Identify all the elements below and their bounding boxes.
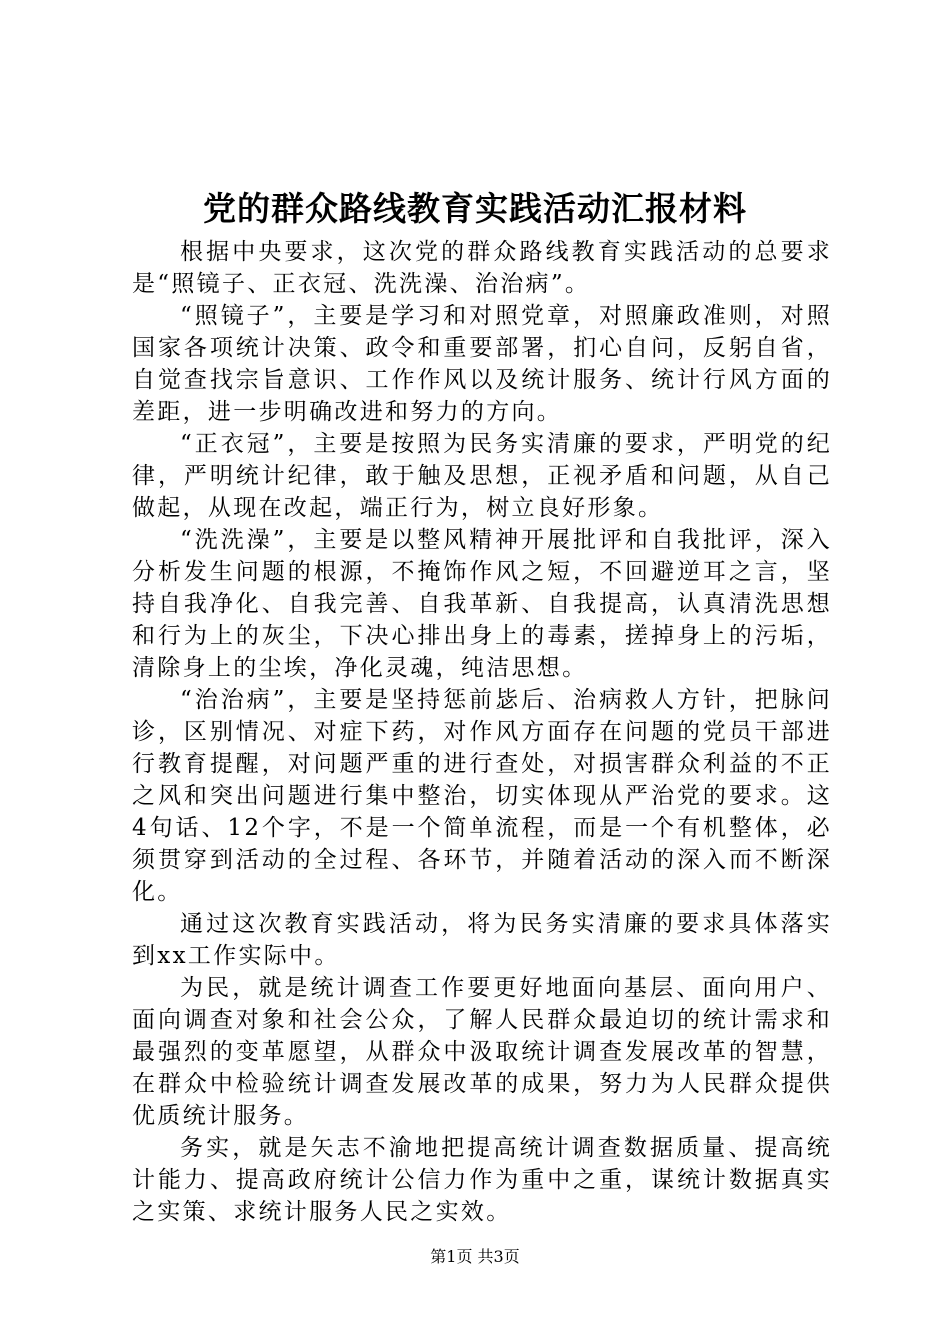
paragraph-zheng-yi-guan: “正衣冠”，主要是按照为民务实清廉的要求，严明党的纪律，严明统计纪律，敢于触及思想，正视矛盾和问题，从自己做起，从现在改起，端正行为，树立良好形象。 (132, 431, 832, 521)
paragraph-xi-xi-zao: “洗洗澡”，主要是以整风精神开展批评和自我批评，深入分析发生问题的根源，不掩饰作风之短，不回避逆耳之言，坚持自我净化、自我完善、自我革新、自我提高，认真清洗思想和行为上的灰尘，下决心排出身上的毒素，搓掉身上的污垢，清除身上的尘埃，净化灵魂，纯洁思想。 (132, 527, 832, 681)
paragraph-zhao-jing-zi: “照镜子”，主要是学习和对照党章，对照廉政准则，对照国家各项统计决策、政令和重要部署，扪心自问，反躬自省，自觉查找宗旨意识、工作作风以及统计服务、统计行风方面的差距，进一步明确改进和努力的方向。 (132, 303, 832, 425)
paragraph-wu-shi: 务实，就是矢志不渝地把提高统计调查数据质量、提高统计能力、提高政府统计公信力作为重中之重，谋统计数据真实之实策、求统计服务人民之实效。 (132, 1135, 832, 1225)
page-footer: 第1页 共3页 (430, 1247, 520, 1266)
paragraph-wei-min: 为民，就是统计调查工作要更好地面向基层、面向用户、面向调查对象和社会公众，了解人民群众最迫切的统计需求和最强烈的变革愿望，从群众中汲取统计调查发展改革的智慧，在群众中检验统计调查发展改革的成果，努力为人民群众提供优质统计服务。 (132, 975, 832, 1129)
paragraph-zhi-zhi-bing: “治治病”，主要是坚持惩前毖后、治病救人方针，把脉问诊，区别情况、对症下药，对作风方面存在问题的党员干部进行教育提醒，对问题严重的进行查处，对损害群众利益的不正之风和突出问题进行集中整治，切实体现从严治党的要求。这4句话、12个字，不是一个简单流程，而是一个有机整体，必须贯穿到活动的全过程、各环节，并随着活动的深入而不断深化。 (132, 687, 832, 905)
paragraph-implementation: 通过这次教育实践活动，将为民务实清廉的要求具体落实到xx工作实际中。 (132, 911, 832, 969)
paragraph-intro: 根据中央要求，这次党的群众路线教育实践活动的总要求是“照镜子、正衣冠、洗洗澡、治治病”。 (132, 239, 832, 297)
document-title: 党的群众路线教育实践活动汇报材料 (203, 189, 747, 228)
document-body (132, 236, 832, 1228)
